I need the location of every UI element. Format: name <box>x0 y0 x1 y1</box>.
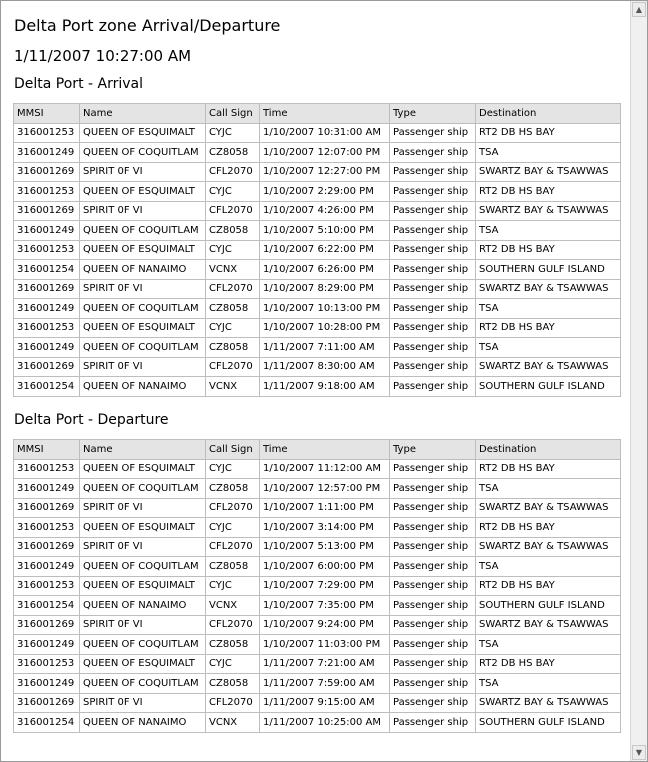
column-header-destination: Destination <box>476 104 621 124</box>
type-cell: Passenger ship <box>390 635 476 655</box>
mmsi-cell: 316001249 <box>14 557 80 577</box>
table-row <box>14 279 621 299</box>
time-cell: 1/11/2007 10:25:00 AM <box>260 713 390 733</box>
table-row <box>14 143 621 163</box>
name-cell: QUEEN OF ESQUIMALT <box>80 576 206 596</box>
destination-cell: SWARTZ BAY & TSAWWAS <box>476 279 621 299</box>
table-row <box>14 635 621 655</box>
time-cell: 1/10/2007 11:03:00 PM <box>260 635 390 655</box>
type-cell: Passenger ship <box>390 240 476 260</box>
time-cell: 1/10/2007 5:13:00 PM <box>260 537 390 557</box>
mmsi-cell: 316001253 <box>14 576 80 596</box>
type-cell: Passenger ship <box>390 221 476 241</box>
type-cell: Passenger ship <box>390 377 476 397</box>
name-cell: SPIRIT 0F VI <box>80 537 206 557</box>
destination-cell: TSA <box>476 479 621 499</box>
mmsi-cell: 316001254 <box>14 260 80 280</box>
column-header-name: Name <box>80 104 206 124</box>
type-cell: Passenger ship <box>390 260 476 280</box>
time-cell: 1/10/2007 8:29:00 PM <box>260 279 390 299</box>
time-cell: 1/10/2007 7:29:00 PM <box>260 576 390 596</box>
mmsi-cell: 316001249 <box>14 674 80 694</box>
departure-header-row <box>14 440 621 460</box>
name-cell: SPIRIT 0F VI <box>80 201 206 221</box>
table-row <box>14 357 621 377</box>
column-header-call-sign: Call Sign <box>206 104 260 124</box>
time-cell: 1/10/2007 12:57:00 PM <box>260 479 390 499</box>
table-row <box>14 182 621 202</box>
type-cell: Passenger ship <box>390 299 476 319</box>
mmsi-cell: 316001253 <box>14 459 80 479</box>
table-row <box>14 260 621 280</box>
call-sign-cell: CZ8058 <box>206 674 260 694</box>
type-cell: Passenger ship <box>390 123 476 143</box>
page-title: Delta Port zone Arrival/Departure <box>14 16 281 35</box>
mmsi-cell: 316001253 <box>14 182 80 202</box>
name-cell: QUEEN OF COQUITLAM <box>80 674 206 694</box>
table-row <box>14 459 621 479</box>
destination-cell: RT2 DB HS BAY <box>476 654 621 674</box>
time-cell: 1/10/2007 12:07:00 PM <box>260 143 390 163</box>
call-sign-cell: CFL2070 <box>206 693 260 713</box>
name-cell: SPIRIT 0F VI <box>80 357 206 377</box>
table-row <box>14 557 621 577</box>
name-cell: QUEEN OF ESQUIMALT <box>80 518 206 538</box>
arrival-heading: Delta Port - Arrival <box>14 76 143 92</box>
table-row <box>14 162 621 182</box>
type-cell: Passenger ship <box>390 537 476 557</box>
call-sign-cell: CFL2070 <box>206 162 260 182</box>
type-cell: Passenger ship <box>390 693 476 713</box>
arrival-header-row <box>14 104 621 124</box>
scroll-down-arrow-icon[interactable]: ▼ <box>632 745 646 760</box>
name-cell: QUEEN OF ESQUIMALT <box>80 654 206 674</box>
report-timestamp: 1/11/2007 10:27:00 AM <box>14 47 192 65</box>
call-sign-cell: CFL2070 <box>206 537 260 557</box>
name-cell: QUEEN OF COQUITLAM <box>80 338 206 358</box>
time-cell: 1/10/2007 7:35:00 PM <box>260 596 390 616</box>
vertical-scrollbar[interactable] <box>630 1 647 761</box>
type-cell: Passenger ship <box>390 674 476 694</box>
time-cell: 1/10/2007 3:14:00 PM <box>260 518 390 538</box>
column-header-type: Type <box>390 440 476 460</box>
call-sign-cell: CYJC <box>206 182 260 202</box>
call-sign-cell: CYJC <box>206 654 260 674</box>
type-cell: Passenger ship <box>390 182 476 202</box>
call-sign-cell: CZ8058 <box>206 557 260 577</box>
mmsi-cell: 316001249 <box>14 338 80 358</box>
destination-cell: SOUTHERN GULF ISLAND <box>476 596 621 616</box>
call-sign-cell: CZ8058 <box>206 143 260 163</box>
mmsi-cell: 316001269 <box>14 693 80 713</box>
destination-cell: SWARTZ BAY & TSAWWAS <box>476 201 621 221</box>
column-header-call-sign: Call Sign <box>206 440 260 460</box>
column-header-name: Name <box>80 440 206 460</box>
mmsi-cell: 316001253 <box>14 518 80 538</box>
time-cell: 1/10/2007 4:26:00 PM <box>260 201 390 221</box>
destination-cell: RT2 DB HS BAY <box>476 518 621 538</box>
call-sign-cell: VCNX <box>206 596 260 616</box>
type-cell: Passenger ship <box>390 518 476 538</box>
time-cell: 1/10/2007 6:00:00 PM <box>260 557 390 577</box>
name-cell: SPIRIT 0F VI <box>80 279 206 299</box>
mmsi-cell: 316001253 <box>14 654 80 674</box>
table-row <box>14 498 621 518</box>
mmsi-cell: 316001269 <box>14 279 80 299</box>
call-sign-cell: CFL2070 <box>206 615 260 635</box>
destination-cell: SWARTZ BAY & TSAWWAS <box>476 357 621 377</box>
name-cell: QUEEN OF NANAIMO <box>80 596 206 616</box>
name-cell: SPIRIT 0F VI <box>80 615 206 635</box>
time-cell: 1/10/2007 6:26:00 PM <box>260 260 390 280</box>
type-cell: Passenger ship <box>390 318 476 338</box>
name-cell: QUEEN OF NANAIMO <box>80 260 206 280</box>
call-sign-cell: VCNX <box>206 377 260 397</box>
destination-cell: RT2 DB HS BAY <box>476 240 621 260</box>
table-row <box>14 318 621 338</box>
time-cell: 1/10/2007 9:24:00 PM <box>260 615 390 635</box>
type-cell: Passenger ship <box>390 143 476 163</box>
table-row <box>14 479 621 499</box>
call-sign-cell: CZ8058 <box>206 635 260 655</box>
column-header-mmsi: MMSI <box>14 104 80 124</box>
arrival-table <box>13 103 621 397</box>
table-row <box>14 654 621 674</box>
time-cell: 1/10/2007 12:27:00 PM <box>260 162 390 182</box>
destination-cell: TSA <box>476 143 621 163</box>
table-row <box>14 596 621 616</box>
call-sign-cell: CYJC <box>206 318 260 338</box>
mmsi-cell: 316001269 <box>14 162 80 182</box>
table-row <box>14 338 621 358</box>
type-cell: Passenger ship <box>390 713 476 733</box>
destination-cell: SWARTZ BAY & TSAWWAS <box>476 162 621 182</box>
table-row <box>14 615 621 635</box>
table-row <box>14 693 621 713</box>
name-cell: QUEEN OF ESQUIMALT <box>80 182 206 202</box>
time-cell: 1/10/2007 1:11:00 PM <box>260 498 390 518</box>
table-row <box>14 299 621 319</box>
destination-cell: SWARTZ BAY & TSAWWAS <box>476 537 621 557</box>
type-cell: Passenger ship <box>390 357 476 377</box>
call-sign-cell: CYJC <box>206 576 260 596</box>
mmsi-cell: 316001269 <box>14 537 80 557</box>
column-header-destination: Destination <box>476 440 621 460</box>
time-cell: 1/11/2007 8:30:00 AM <box>260 357 390 377</box>
destination-cell: RT2 DB HS BAY <box>476 123 621 143</box>
time-cell: 1/10/2007 10:28:00 PM <box>260 318 390 338</box>
mmsi-cell: 316001269 <box>14 201 80 221</box>
call-sign-cell: CFL2070 <box>206 498 260 518</box>
name-cell: QUEEN OF ESQUIMALT <box>80 240 206 260</box>
destination-cell: SWARTZ BAY & TSAWWAS <box>476 693 621 713</box>
name-cell: SPIRIT 0F VI <box>80 162 206 182</box>
table-row <box>14 576 621 596</box>
mmsi-cell: 316001254 <box>14 377 80 397</box>
column-header-time: Time <box>260 440 390 460</box>
mmsi-cell: 316001253 <box>14 318 80 338</box>
type-cell: Passenger ship <box>390 615 476 635</box>
mmsi-cell: 316001249 <box>14 479 80 499</box>
destination-cell: TSA <box>476 557 621 577</box>
arrival-table-body <box>14 123 621 396</box>
type-cell: Passenger ship <box>390 162 476 182</box>
type-cell: Passenger ship <box>390 201 476 221</box>
destination-cell: SWARTZ BAY & TSAWWAS <box>476 498 621 518</box>
type-cell: Passenger ship <box>390 459 476 479</box>
call-sign-cell: CYJC <box>206 123 260 143</box>
time-cell: 1/10/2007 10:13:00 PM <box>260 299 390 319</box>
destination-cell: TSA <box>476 221 621 241</box>
name-cell: SPIRIT 0F VI <box>80 693 206 713</box>
column-header-mmsi: MMSI <box>14 440 80 460</box>
call-sign-cell: CZ8058 <box>206 479 260 499</box>
time-cell: 1/11/2007 9:15:00 AM <box>260 693 390 713</box>
call-sign-cell: CFL2070 <box>206 201 260 221</box>
destination-cell: SOUTHERN GULF ISLAND <box>476 713 621 733</box>
type-cell: Passenger ship <box>390 279 476 299</box>
name-cell: QUEEN OF COQUITLAM <box>80 479 206 499</box>
table-row <box>14 123 621 143</box>
time-cell: 1/11/2007 7:21:00 AM <box>260 654 390 674</box>
destination-cell: SWARTZ BAY & TSAWWAS <box>476 615 621 635</box>
table-row <box>14 377 621 397</box>
mmsi-cell: 316001254 <box>14 713 80 733</box>
time-cell: 1/10/2007 5:10:00 PM <box>260 221 390 241</box>
mmsi-cell: 316001269 <box>14 357 80 377</box>
time-cell: 1/10/2007 6:22:00 PM <box>260 240 390 260</box>
call-sign-cell: CYJC <box>206 459 260 479</box>
time-cell: 1/10/2007 10:31:00 AM <box>260 123 390 143</box>
table-row <box>14 537 621 557</box>
destination-cell: TSA <box>476 338 621 358</box>
mmsi-cell: 316001269 <box>14 498 80 518</box>
name-cell: SPIRIT 0F VI <box>80 498 206 518</box>
table-row <box>14 240 621 260</box>
destination-cell: TSA <box>476 674 621 694</box>
time-cell: 1/10/2007 11:12:00 AM <box>260 459 390 479</box>
column-header-time: Time <box>260 104 390 124</box>
table-row <box>14 518 621 538</box>
name-cell: QUEEN OF COQUITLAM <box>80 299 206 319</box>
destination-cell: RT2 DB HS BAY <box>476 182 621 202</box>
time-cell: 1/11/2007 7:59:00 AM <box>260 674 390 694</box>
type-cell: Passenger ship <box>390 479 476 499</box>
mmsi-cell: 316001254 <box>14 596 80 616</box>
time-cell: 1/11/2007 7:11:00 AM <box>260 338 390 358</box>
destination-cell: TSA <box>476 635 621 655</box>
type-cell: Passenger ship <box>390 338 476 358</box>
name-cell: QUEEN OF ESQUIMALT <box>80 459 206 479</box>
table-row <box>14 713 621 733</box>
type-cell: Passenger ship <box>390 596 476 616</box>
mmsi-cell: 316001249 <box>14 299 80 319</box>
name-cell: QUEEN OF ESQUIMALT <box>80 123 206 143</box>
name-cell: QUEEN OF COQUITLAM <box>80 635 206 655</box>
destination-cell: RT2 DB HS BAY <box>476 576 621 596</box>
name-cell: QUEEN OF ESQUIMALT <box>80 318 206 338</box>
name-cell: QUEEN OF NANAIMO <box>80 713 206 733</box>
scroll-up-arrow-icon[interactable]: ▲ <box>632 2 646 17</box>
call-sign-cell: VCNX <box>206 713 260 733</box>
type-cell: Passenger ship <box>390 654 476 674</box>
call-sign-cell: CZ8058 <box>206 299 260 319</box>
table-row <box>14 674 621 694</box>
departure-table <box>13 439 621 733</box>
destination-cell: SOUTHERN GULF ISLAND <box>476 377 621 397</box>
destination-cell: RT2 DB HS BAY <box>476 459 621 479</box>
name-cell: QUEEN OF NANAIMO <box>80 377 206 397</box>
name-cell: QUEEN OF COQUITLAM <box>80 221 206 241</box>
mmsi-cell: 316001249 <box>14 221 80 241</box>
name-cell: QUEEN OF COQUITLAM <box>80 143 206 163</box>
mmsi-cell: 316001253 <box>14 240 80 260</box>
call-sign-cell: CFL2070 <box>206 357 260 377</box>
destination-cell: SOUTHERN GULF ISLAND <box>476 260 621 280</box>
departure-table-body <box>14 459 621 732</box>
call-sign-cell: CYJC <box>206 240 260 260</box>
departure-heading: Delta Port - Departure <box>14 412 169 428</box>
time-cell: 1/10/2007 2:29:00 PM <box>260 182 390 202</box>
mmsi-cell: 316001249 <box>14 635 80 655</box>
mmsi-cell: 316001249 <box>14 143 80 163</box>
type-cell: Passenger ship <box>390 557 476 577</box>
destination-cell: RT2 DB HS BAY <box>476 318 621 338</box>
type-cell: Passenger ship <box>390 498 476 518</box>
call-sign-cell: CFL2070 <box>206 279 260 299</box>
call-sign-cell: VCNX <box>206 260 260 280</box>
destination-cell: TSA <box>476 299 621 319</box>
table-row <box>14 201 621 221</box>
table-row <box>14 221 621 241</box>
column-header-type: Type <box>390 104 476 124</box>
time-cell: 1/11/2007 9:18:00 AM <box>260 377 390 397</box>
report-content <box>1 1 630 761</box>
type-cell: Passenger ship <box>390 576 476 596</box>
call-sign-cell: CZ8058 <box>206 221 260 241</box>
mmsi-cell: 316001253 <box>14 123 80 143</box>
name-cell: QUEEN OF COQUITLAM <box>80 557 206 577</box>
call-sign-cell: CYJC <box>206 518 260 538</box>
mmsi-cell: 316001269 <box>14 615 80 635</box>
call-sign-cell: CZ8058 <box>206 338 260 358</box>
